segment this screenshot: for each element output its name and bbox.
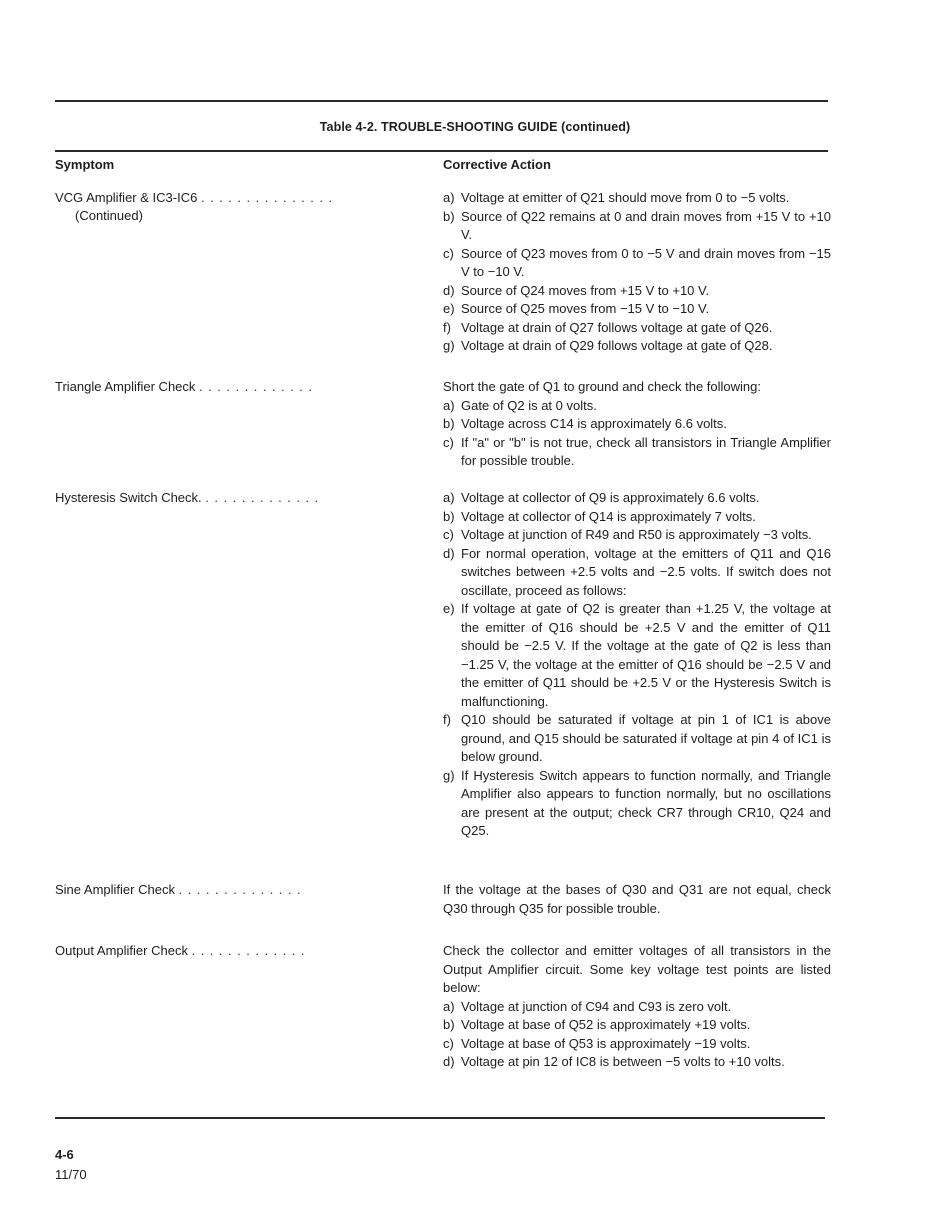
action-item: b) Voltage at collector of Q14 is approximately 7 volts. — [443, 508, 756, 524]
action-item: a) Gate of Q2 is at 0 volts. — [443, 397, 597, 413]
action-item: e) If voltage at gate of Q2 is greater than +1.25 V, the voltage at the emitter of Q16 should be +2.5 V and the emitter of Q11 should be −2.5 V. If the voltage at the gate of Q2 is less than −1.25 V, the voltage at the emitter of Q16 should be −2.5 V and the emitter of Q11 should be +2.5 V or the Hysteresis Switch is malfunctioning. — [443, 601, 831, 709]
action-cell — [443, 378, 831, 471]
action-item: c) Voltage at base of Q53 is approximately −19 volts. — [443, 1035, 751, 1051]
symptom-cell — [55, 881, 435, 899]
action-item: b) Voltage at base of Q52 is approximately +19 volts. — [443, 1017, 751, 1032]
action-cell — [443, 881, 831, 918]
action-item: c) Voltage at junction of R49 and R50 is approximately −3 volts. — [443, 527, 812, 542]
action-intro: Check the collector and emitter voltages of all transistors in the Output Amplifier circuit. Some key voltage test points are listed below: — [443, 943, 831, 995]
symptom-continued: (Continued) — [75, 208, 143, 223]
dot-leader: ............. — [205, 490, 324, 505]
action-item: a) Voltage at emitter of Q21 should move from 0 to −5 volts. — [443, 190, 790, 205]
symptom-label: Hysteresis Switch Check. — [55, 490, 202, 505]
symptom-cell — [55, 489, 435, 507]
action-item: d) For normal operation, voltage at the emitters of Q11 and Q16 switches between +2.5 volts and −2.5 volts. If switch does not oscillate, proceed as follows: — [443, 545, 831, 598]
action-item: f) Voltage at drain of Q27 follows voltage at gate of Q26. — [443, 319, 773, 335]
symptom-label: VCG Amplifier & IC3-IC6 — [55, 190, 198, 205]
dot-leader: ............. — [199, 379, 318, 394]
action-item: d) Source of Q24 moves from +15 V to +10 V. — [443, 282, 710, 298]
dot-leader: ............... — [200, 190, 338, 205]
action-item: b) Voltage across C14 is approximately 6.6 volts. — [443, 416, 727, 431]
symptom-label: Triangle Amplifier Check — [55, 379, 196, 394]
action-intro: Short the gate of Q1 to ground and check the following: — [443, 379, 761, 394]
action-item: g) Voltage at drain of Q29 follows voltage at gate of Q28. — [443, 338, 773, 353]
symptom-cell — [55, 378, 435, 396]
bottom-rule — [55, 1117, 825, 1119]
page-number: 4-6 — [55, 1147, 74, 1162]
symptom-cell — [55, 189, 435, 225]
action-item: d) Voltage at pin 12 of IC8 is between −5 volts to +10 volts. — [443, 1054, 785, 1069]
action-item: g) If Hysteresis Switch appears to function normally, and Triangle Amplifier also appears to function normally, but no oscillations are present at the output; check CR7 through CR10, Q24 and Q25. — [443, 767, 831, 838]
action-item: b) Source of Q22 remains at 0 and drain moves from +15 V to +10 V. — [443, 208, 831, 242]
column-header-action: Corrective Action — [443, 157, 551, 172]
action-item: c) If "a" or "b" is not true, check all transistors in Triangle Amplifier for possible trouble. — [443, 434, 831, 468]
action-item: e) Source of Q25 moves from −15 V to −10 V. — [443, 301, 710, 316]
action-item: a) Voltage at collector of Q9 is approximately 6.6 volts. — [443, 490, 760, 505]
action-item: f) Q10 should be saturated if voltage at pin 1 of IC1 is above ground, and Q15 should be saturated if voltage at pin 4 of IC1 is below ground. — [443, 712, 831, 764]
top-rule — [55, 100, 828, 102]
action-cell — [443, 942, 831, 1072]
action-intro: If the voltage at the bases of Q30 and Q31 are not equal, check Q30 through Q35 for possible trouble. — [443, 882, 831, 916]
action-cell — [443, 489, 831, 841]
action-item: c) Source of Q23 moves from 0 to −5 V and drain moves from −15 V to −10 V. — [443, 245, 831, 279]
dot-leader: ............. — [191, 943, 311, 958]
symptom-cell — [55, 942, 435, 960]
column-header-symptom: Symptom — [55, 157, 115, 172]
action-item: a) Voltage at junction of C94 and C93 is zero volt. — [443, 998, 732, 1014]
action-cell — [443, 189, 831, 356]
page-date: 11/70 — [55, 1167, 87, 1182]
symptom-label: Output Amplifier Check — [55, 943, 188, 958]
table-title: Table 4-2. TROUBLE-SHOOTING GUIDE (continued) — [319, 120, 631, 134]
dot-leader: .............. — [178, 882, 307, 897]
symptom-label: Sine Amplifier Check — [55, 882, 175, 897]
header-rule — [55, 150, 828, 152]
